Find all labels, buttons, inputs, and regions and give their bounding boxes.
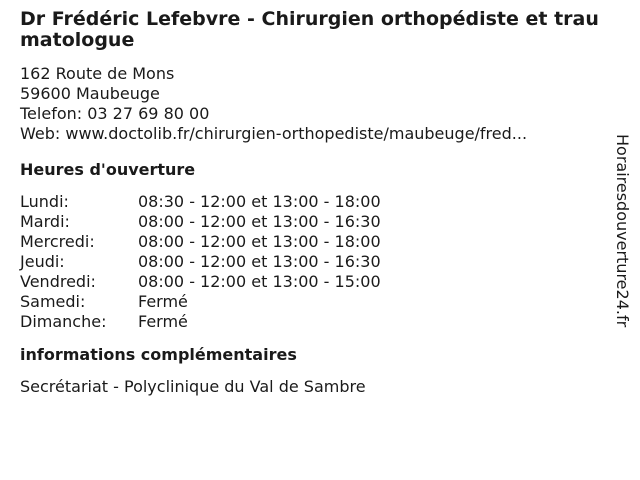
additional-info-heading: informations complémentaires: [20, 345, 297, 364]
address-city: 59600 Maubeuge: [20, 84, 160, 103]
day-label: Mardi:: [20, 212, 70, 231]
day-hours: 08:00 - 12:00 et 13:00 - 18:00: [138, 232, 381, 251]
day-label: Mercredi:: [20, 232, 95, 251]
day-hours: Fermé: [138, 312, 188, 331]
day-label: Jeudi:: [20, 252, 65, 271]
hours-row-thursday: [20, 252, 616, 272]
day-hours: 08:00 - 12:00 et 13:00 - 16:30: [138, 252, 381, 271]
hours-row-wednesday: [20, 232, 616, 252]
phone-label: Telefon:: [20, 104, 83, 123]
day-label: Vendredi:: [20, 272, 96, 291]
additional-info-text: Secrétariat - Polyclinique du Val de Sambre: [20, 377, 366, 396]
website-line: [20, 124, 586, 144]
website-label: Web:: [20, 124, 61, 143]
day-label: Lundi:: [20, 192, 69, 211]
phone-line: [20, 104, 616, 124]
opening-hours-table: [20, 192, 616, 332]
hours-row-friday: [20, 272, 616, 292]
hours-row-sunday: [20, 312, 616, 332]
hours-row-monday: [20, 192, 616, 212]
address-street: 162 Route de Mons: [20, 64, 175, 83]
hours-row-tuesday: [20, 212, 616, 232]
listing-card: [20, 9, 616, 397]
website-link[interactable]: www.doctolib.fr/chirurgien-orthopediste/maubeuge/fred...: [65, 124, 528, 143]
hours-row-saturday: [20, 292, 616, 312]
day-hours: 08:00 - 12:00 et 13:00 - 15:00: [138, 272, 381, 291]
page-title: Dr Frédéric Lefebvre - Chirurgien orthopédiste et traumatologue: [20, 8, 599, 51]
opening-hours-heading: Heures d'ouverture: [20, 160, 196, 179]
day-label: Dimanche:: [20, 312, 107, 331]
site-watermark: Horairesdouverture24.fr: [613, 134, 632, 328]
day-hours: Fermé: [138, 292, 188, 311]
day-label: Samedi:: [20, 292, 86, 311]
day-hours: 08:00 - 12:00 et 13:00 - 16:30: [138, 212, 381, 231]
day-hours: 08:30 - 12:00 et 13:00 - 18:00: [138, 192, 381, 211]
address-block: [20, 64, 616, 144]
phone-number[interactable]: 03 27 69 80 00: [87, 104, 210, 123]
